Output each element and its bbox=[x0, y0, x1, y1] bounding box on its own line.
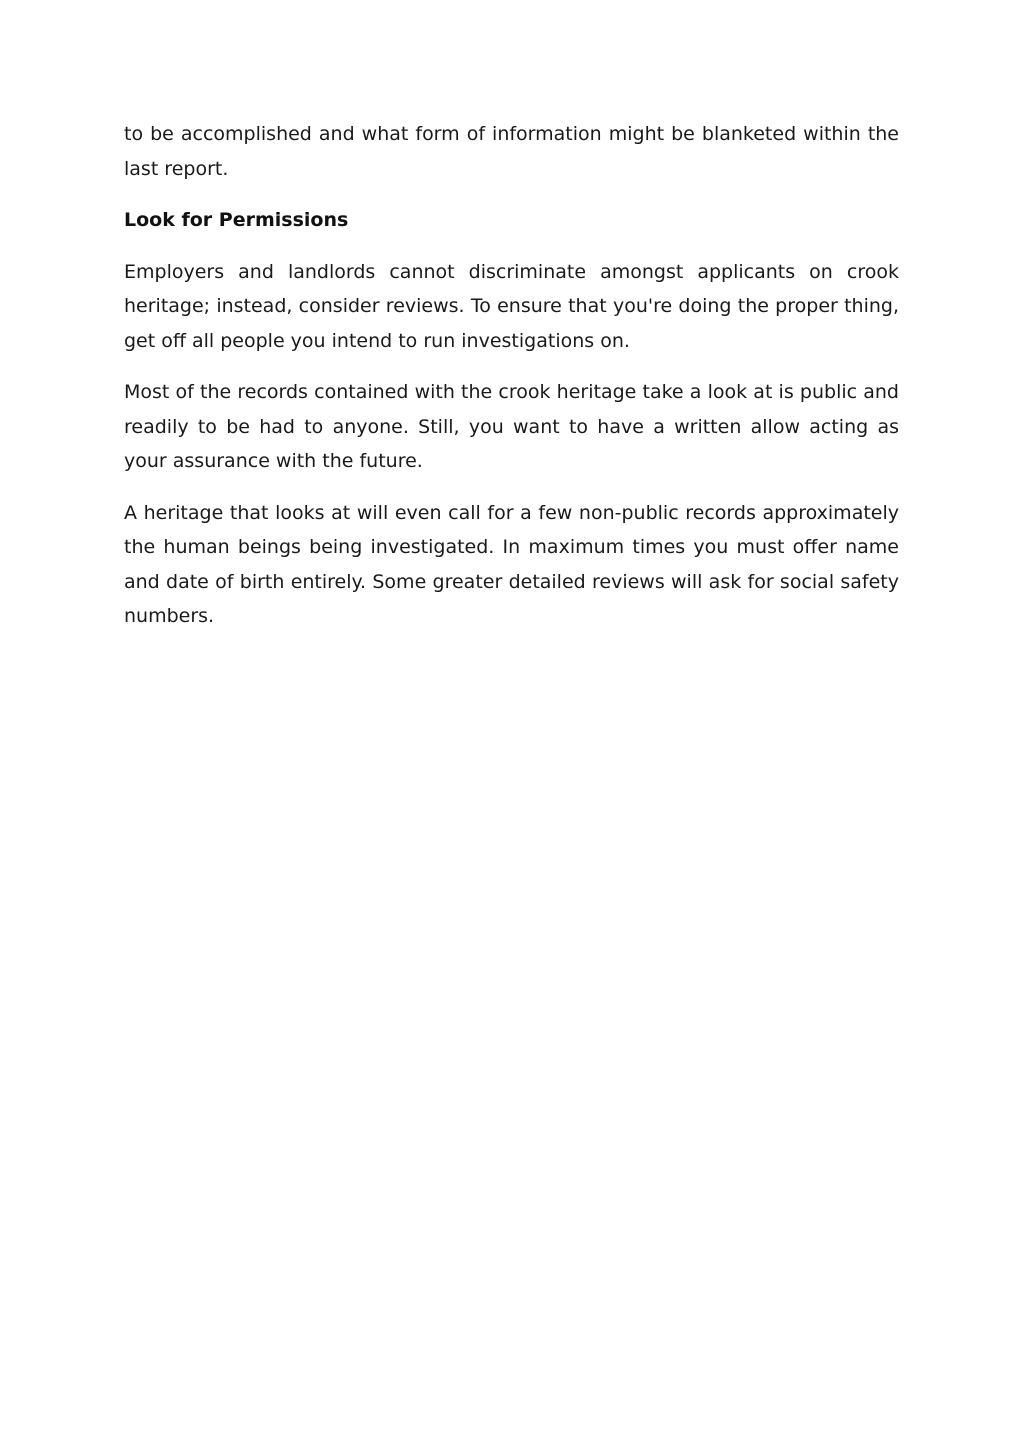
section-heading: Look for Permissions bbox=[124, 209, 349, 231]
paragraph-heritage: A heritage that looks at will even call for a few non-public records approximately the human beings being investigated. In maximum times you must offer name and date of birth entirely. Some greater detailed reviews will ask for social safety numbers. bbox=[124, 501, 899, 627]
paragraph-employers: Employers and landlords cannot discriminate amongst applicants on crook heritage; instead, consider reviews. To ensure that you're doing the proper thing, get off all people you intend to run investigations on. bbox=[124, 260, 899, 352]
paragraph-continuation: to be accomplished and what form of information might be blanketed within the last report. bbox=[124, 123, 899, 180]
paragraph-records: Most of the records contained with the crook heritage take a look at is public and readily to be had to anyone. Still, you want to have a written allow acting as your assurance with the future. bbox=[124, 381, 899, 472]
document-body bbox=[124, 117, 899, 651]
